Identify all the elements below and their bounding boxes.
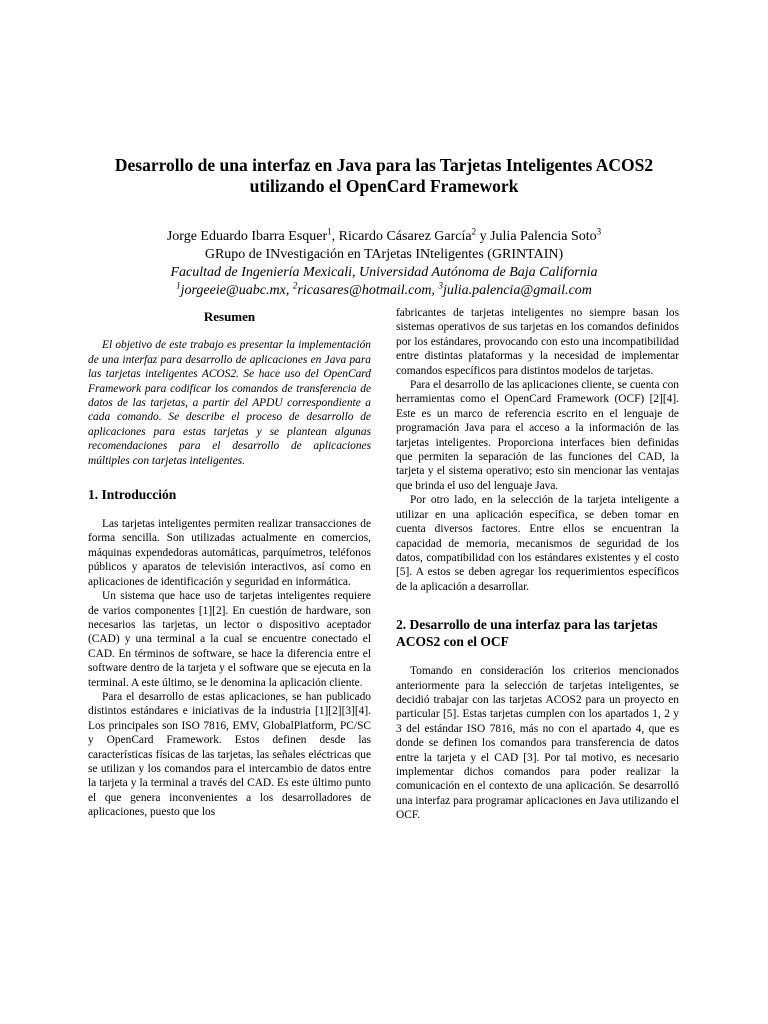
section-1-paragraph-1: Las tarjetas inteligentes permiten realizar transacciones de forma sencilla. Son utilizadas actualmente en comercios, máquinas expendedoras automáticas, parquímetros, teléfonos públicos y aparatos de televisión interactivos, así como en aplicaciones de identificación y seguridad en informática.: [88, 518, 371, 588]
author-3: Julia Palencia Soto: [490, 229, 597, 244]
continued-paragraph: fabricantes de tarjetas inteligentes no siempre basan los sistemas operativos de sus tarjetas en los comandos definidos por los estándares, provocando con esto una incompatibilidad entre distintas plataformas y la necesidad de implementar comandos específicos para distintos modelos de tarjetas.: [396, 307, 679, 377]
abstract-text: El objetivo de este trabajo es presentar la implementación de una interfaz para desarrollo de aplicaciones en Java para las tarjetas inteligentes ACOS2. Se hace uso del OpenCard Framework para codificar los comandos de transferencia de datos de las tarjetas, a partir del APDU correspondiente a cada comando. Se describe el proceso de desarrollo de aplicaciones para estas tarjetas y se plantean algunas recomendaciones para el desarrollo de aplicaciones múltiples con tarjetas inteligentes.: [88, 339, 371, 467]
author-2-affil: 2: [471, 226, 477, 237]
author-sep-2: y: [476, 229, 491, 244]
faculty-affiliation: Facultad de Ingeniería Mexicali, Universidad Autónoma de Baja California: [170, 265, 598, 280]
section-2-heading: 2. Desarrollo de una interfaz para las tarjetas ACOS2 con el OCF: [396, 617, 658, 650]
email-3-affil: 3: [438, 280, 443, 291]
section-1-paragraph-2: Un sistema que hace uso de tarjetas inteligentes requiere de varios componentes [1][2]. En cuestión de hardware, son necesarios las tarjetas, un lector o dispositivo aceptador (CAD) y una terminal a la cual se encuentre conectado el CAD. En términos de software, se hace la diferencia entre el software dentro de la tarjeta y el software que se ejecuta en la terminal. A este último, se le denomina la aplicación cliente.: [88, 590, 371, 689]
author-1-affil: 1: [327, 226, 332, 237]
title-line-1: Desarrollo de una interfaz en Java para las Tarjetas Inteligentes ACOS2: [114, 155, 654, 175]
section-1-paragraph-3: Para el desarrollo de estas aplicaciones, se han publicado distintos estándares e iniciativas de la industria [1][2][3][4]. Los principales son ISO 7816, EMV, GlobalPlatform, PC/SC y OpenCard Framework. Estos definen desde las características físicas de las tarjetas, las señales eléctricas que se utilizan y los comandos para el intercambio de datos entre la tarjeta y la terminal a través del CAD. Es este último punto el que genera inconvenientes a los desarrolladores de aplicaciones, puesto que los: [88, 690, 371, 819]
author-sep-1: ,: [331, 229, 339, 244]
section-1-paragraph-5: Por otro lado, en la selección de la tarjeta inteligente a utilizar en una aplicación específica, se deben tomar en cuenta diversos factores. Entre ellos se encuentran la capacidad de memoria, mecanismos de seguridad de los datos, compatibilidad con los estándares existentes y el costo [5]. A estos se deben agregar los requerimientos específicos de la aplicación a desarrollar.: [396, 494, 679, 593]
author-emails: [90, 282, 678, 300]
section-1-heading: 1. Introducción: [88, 487, 177, 503]
paper-title: [90, 155, 678, 197]
section-2-paragraph-1: Tomando en consideración los criterios mencionados anteriormente para la selección de tarjetas inteligentes, se decidió trabajar con las tarjetas ACOS2 para un proyecto en particular [5]. Estas tarjetas cumplen con los apartados 1, 2 y 3 del estándar ISO 7816, más no con el apartado 4, que es donde se definen los comandos para transferencia de datos entre la tarjeta y el CAD [3]. Por tal motivo, es necesario implementar dichos comandos para poder realizar la comunicación en el contexto de una aplicación. Se desarrolló una interfaz para programar aplicaciones en Java utilizando el OCF.: [396, 665, 679, 822]
author-1: Jorge Eduardo Ibarra Esquer: [166, 229, 328, 244]
left-column: [88, 310, 371, 820]
author-names: [90, 228, 678, 246]
author-2: Ricardo Cásarez García: [338, 229, 472, 244]
email-2: ricasares@hotmail.com,: [297, 283, 439, 298]
email-1: jorgeeie@uabc.mx,: [180, 283, 293, 298]
right-column: [396, 306, 679, 823]
author-block: [90, 228, 678, 300]
section-1-paragraph-4: Para el desarrollo de las aplicaciones cliente, se cuenta con herramientas como el OpenCard Framework (OCF) [2][4]. Este es un marco de referencia escrito en el lenguaje de programación Java para el acceso a la información de las tarjetas inteligentes. Proporciona interfaces bien definidas que permiten la separación de las funciones del CAD, la tarjeta y el sistema operativo; esto sin mencionar las ventajas que brinda el uso del lenguaje Java.: [396, 379, 679, 492]
title-line-2: utilizando el OpenCard Framework: [249, 176, 519, 196]
author-3-affil: 3: [596, 226, 602, 237]
email-3: julia.palencia@gmail.com: [442, 283, 592, 298]
abstract-heading: Resumen: [203, 309, 256, 324]
email-2-affil: 2: [292, 280, 298, 291]
email-1-affil: 1: [176, 280, 181, 291]
research-group: GRupo de INvestigación en TArjetas INteligentes (GRINTAIN): [204, 247, 564, 262]
